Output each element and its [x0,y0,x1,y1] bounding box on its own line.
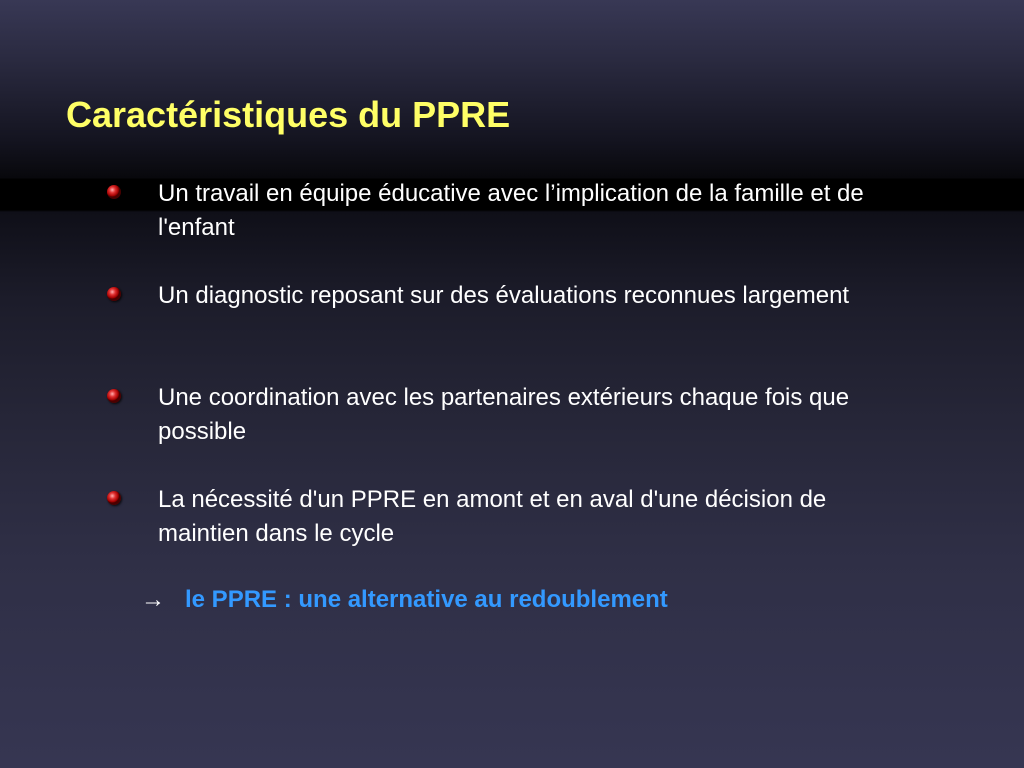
red-sphere-bullet-icon [107,185,121,199]
right-arrow-icon: → [141,586,165,613]
bullet-text: Un diagnostic reposant sur des évaluations reconnues largement [158,282,850,309]
red-sphere-bullet-icon [107,287,121,301]
red-sphere-bullet-icon [107,491,121,505]
bullet-text: La nécessité d'un PPRE en amont et en aval d'une décision de maintien dans le cycle [158,486,827,547]
conclusion-text: le PPRE : une alternative au redoublement [185,586,668,613]
bullet-text: Un travail en équipe éducative avec l’implication de la famille et de l'enfant [158,180,864,241]
conclusion-line [141,585,668,615]
bullet-text: Une coordination avec les partenaires extérieurs chaque fois que possible [158,384,850,445]
slide-title: Caractéristiques du PPRE [66,94,511,135]
red-sphere-bullet-icon [107,389,121,403]
